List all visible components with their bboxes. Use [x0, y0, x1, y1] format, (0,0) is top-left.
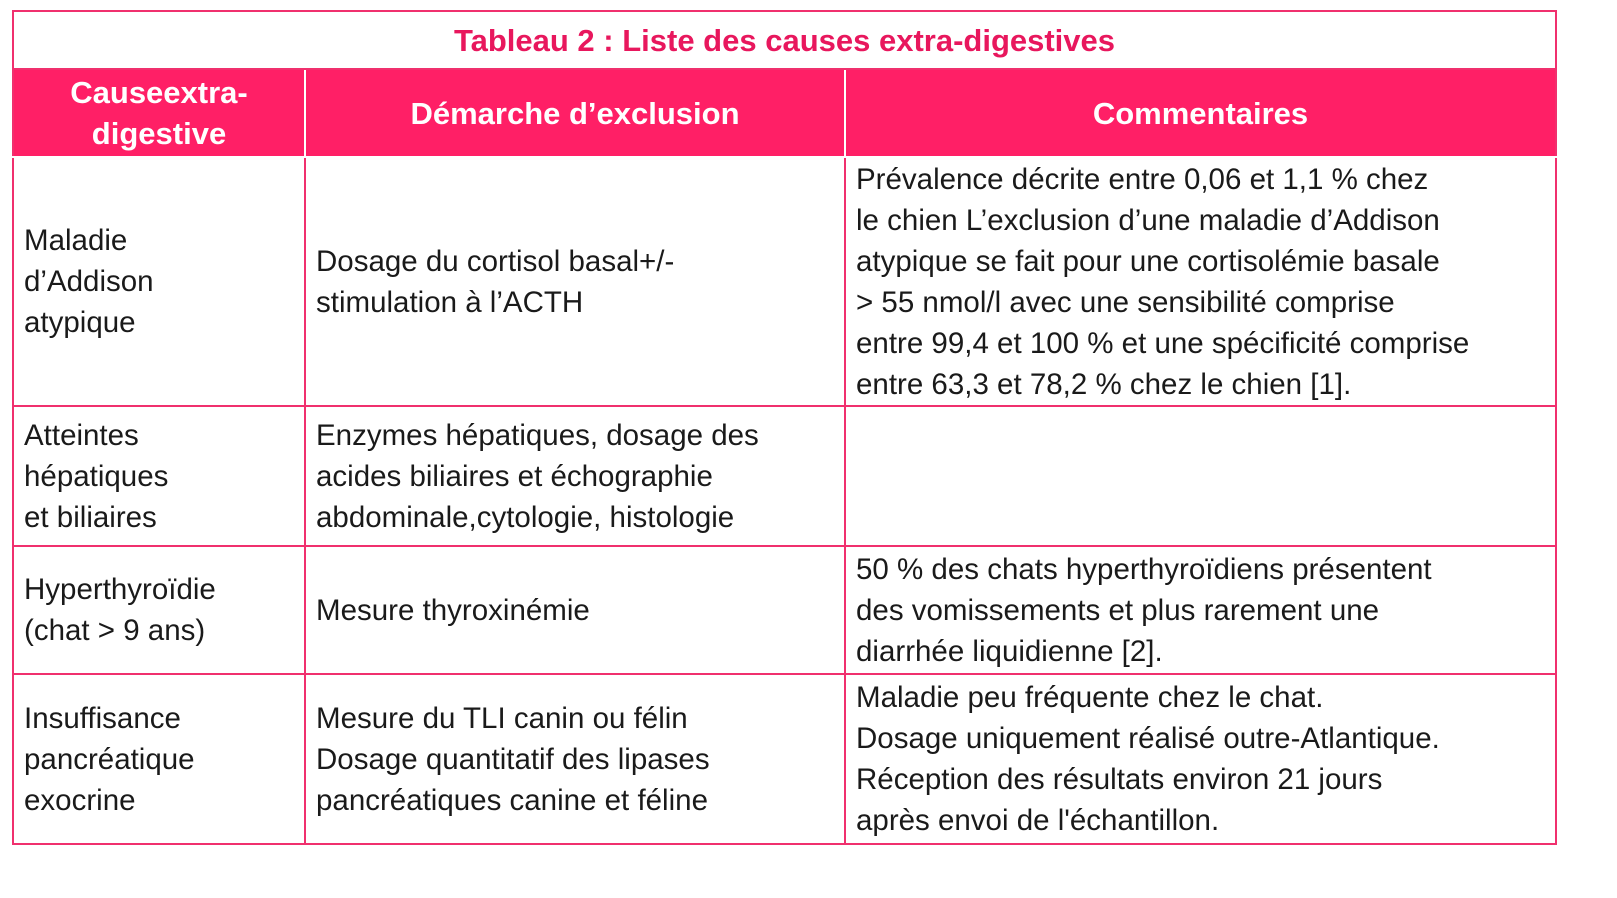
- cell-cause: [13, 406, 305, 546]
- cell-cause: [13, 674, 305, 844]
- cell-line: (chat > 9 ans): [24, 614, 206, 647]
- cell-line: atypique: [24, 306, 136, 339]
- cell-line: abdominale,cytologie, histologie: [316, 500, 735, 534]
- cell-line: hépatiques: [24, 459, 169, 493]
- cell-line: 50 % des chats hyperthyroïdiens présentent: [856, 552, 1432, 586]
- cell-line: Prévalence décrite entre 0,06 et 1,1 % chez: [856, 162, 1429, 196]
- cell-commentaires: [845, 674, 1556, 844]
- cell-line: entre 99,4 et 100 % et une spécificité comprise: [856, 326, 1470, 360]
- cell-line: Dosage uniquement réalisé outre-Atlantique.: [856, 722, 1440, 755]
- cell-line: d’Addison: [24, 265, 154, 298]
- table-row: [13, 546, 1556, 674]
- cell-line: Maladie peu fréquente chez le chat.: [856, 681, 1324, 714]
- cell-line: et biliaires: [24, 500, 157, 534]
- cell-line: Hyperthyroïdie: [24, 573, 216, 606]
- cell-line: Maladie: [24, 224, 128, 257]
- cell-line: Mesure du TLI canin ou félin: [316, 701, 688, 735]
- cell-demarche: [305, 546, 845, 674]
- cell-line: atypique se fait pour une cortisolémie basale: [856, 244, 1440, 278]
- header-cause-line: extra-digestive: [91, 75, 248, 151]
- causes-table: [12, 10, 1557, 845]
- table-row: [13, 157, 1556, 406]
- cell-demarche: [305, 406, 845, 546]
- cell-cause: [13, 157, 305, 406]
- header-commentaires: Commentaires: [845, 69, 1556, 157]
- table-row: [13, 406, 1556, 546]
- cell-line: entre 63,3 et 78,2 % chez le chien [1].: [856, 367, 1352, 401]
- cell-line: pancréatiques canine et féline: [316, 783, 708, 817]
- table-title: Tableau 2 : Liste des causes extra-digestives: [13, 11, 1556, 69]
- cell-line: des vomissements et plus rarement une: [856, 593, 1380, 627]
- cell-cause: [13, 546, 305, 674]
- table-row: [13, 674, 1556, 844]
- header-row: [13, 69, 1556, 157]
- cell-line: diarrhée liquidienne [2].: [856, 634, 1163, 668]
- header-cause: [13, 69, 305, 157]
- cell-line: Enzymes hépatiques, dosage des: [316, 418, 759, 452]
- cell-commentaires: [845, 406, 1556, 546]
- cell-demarche: [305, 157, 845, 406]
- cell-line: Insuffisance: [24, 701, 181, 735]
- cell-line: Dosage du cortisol basal+/-: [316, 244, 675, 278]
- cell-commentaires: [845, 157, 1556, 406]
- cell-line: stimulation à l’ACTH: [316, 285, 584, 319]
- cell-line: Dosage quantitatif des lipases: [316, 742, 710, 776]
- cell-line: pancréatique: [24, 742, 195, 776]
- cell-commentaires: [845, 546, 1556, 674]
- cell-line: exocrine: [24, 783, 136, 817]
- cell-line: le chien L’exclusion d’une maladie d’Addison: [856, 203, 1440, 237]
- cell-line: Réception des résultats environ 21 jours: [856, 763, 1383, 796]
- cell-line: Mesure thyroxinémie: [316, 593, 590, 627]
- cell-line: acides biliaires et échographie: [316, 459, 713, 493]
- cell-line: > 55 nmol/l avec une sensibilité comprise: [856, 285, 1395, 319]
- cell-demarche: [305, 674, 845, 844]
- cell-line: après envoi de l'échantillon.: [856, 804, 1220, 837]
- header-cause-line: Cause: [70, 75, 164, 110]
- cell-line: Atteintes: [24, 418, 139, 452]
- header-demarche: Démarche d’exclusion: [305, 69, 845, 157]
